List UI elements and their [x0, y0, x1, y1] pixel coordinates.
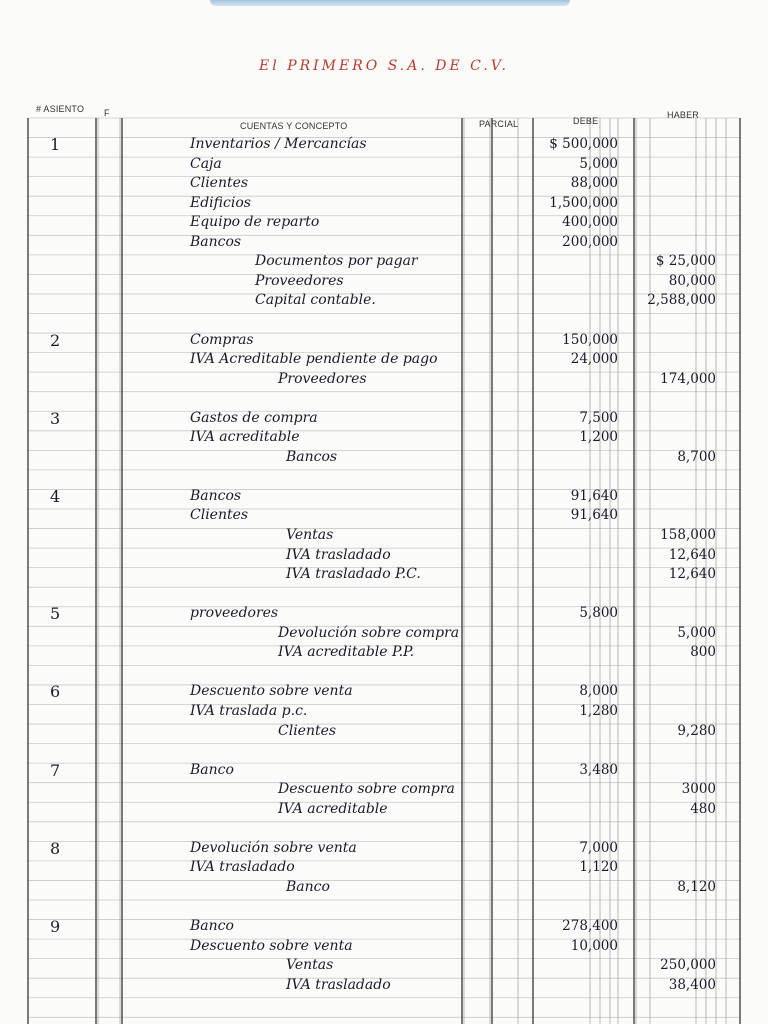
haber-amount: 174,000: [660, 370, 716, 387]
account-name: Bancos: [190, 487, 242, 504]
debe-amount: 1,500,000: [549, 194, 618, 211]
journal-line: [0, 819, 768, 839]
journal-line: [0, 526, 768, 546]
account-name: IVA trasladado P.C.: [286, 566, 421, 583]
debe-amount: 24,000: [570, 351, 618, 368]
account-name: IVA traslada p.c.: [190, 702, 308, 719]
account-name: Descuento sobre venta: [190, 683, 353, 700]
header-cuentas: CUENTAS Y CONCEPTO: [240, 121, 348, 131]
haber-amount: 800: [690, 644, 716, 661]
asiento-number: 9: [50, 917, 61, 936]
journal-line: [0, 702, 768, 722]
account-name: Devolución sobre compra: [278, 624, 460, 641]
debe-amount: 91,640: [570, 507, 618, 524]
debe-amount: 5,000: [579, 155, 618, 172]
account-name: Edificios: [190, 194, 251, 211]
journal-line: [0, 937, 768, 957]
account-name: IVA trasladado: [190, 859, 295, 876]
haber-amount: 158,000: [660, 527, 716, 543]
haber-amount: 5,000: [677, 624, 716, 641]
account-name: Proveedores: [278, 370, 367, 387]
debe-amount: 3,480: [579, 761, 618, 778]
account-name: Compras: [190, 331, 254, 348]
debe-amount: 150,000: [562, 331, 618, 348]
debe-amount: 7,000: [579, 839, 618, 856]
haber-amount: 8,120: [677, 878, 716, 895]
haber-amount: 80,000: [668, 272, 716, 289]
debe-amount: 200,000: [562, 233, 618, 250]
account-name: Devolución sobre venta: [190, 839, 357, 856]
account-name: IVA trasladado: [286, 976, 391, 993]
account-name: IVA Acreditable pendiente de pago: [190, 351, 438, 368]
account-name: Capital contable.: [255, 292, 376, 309]
account-name: IVA trasladado: [286, 546, 391, 563]
account-name: Documentos por pagar: [255, 253, 418, 270]
account-name: IVA acreditable: [190, 429, 300, 446]
journal-line: [0, 878, 768, 898]
debe-amount: 400,000: [562, 214, 618, 231]
debe-amount: 8,000: [579, 683, 618, 700]
journal-line: [0, 741, 768, 761]
journal-line: [0, 213, 768, 233]
header-parcial: PARCIAL: [479, 119, 519, 129]
account-name: Gastos de compra: [190, 409, 318, 426]
header-asiento: # ASIENTO: [36, 104, 85, 114]
debe-amount: 10,000: [570, 937, 618, 954]
debe-amount: $ 500,000: [549, 136, 618, 152]
journal-line: [0, 565, 768, 585]
account-name: proveedores: [190, 605, 279, 622]
journal-line: [0, 409, 768, 429]
account-name: Ventas: [286, 527, 334, 543]
asiento-number: 5: [50, 604, 61, 624]
journal-line: [0, 135, 768, 155]
account-name: IVA acreditable P.P.: [278, 644, 415, 661]
journal-line: [0, 643, 768, 663]
asiento-number: 3: [50, 408, 61, 428]
asiento-number: 4: [50, 486, 61, 506]
journal-line: [0, 194, 768, 214]
journal-line: [0, 331, 768, 351]
journal-line: [0, 252, 768, 272]
haber-amount: 2,588,000: [647, 292, 716, 309]
header-haber: HABER: [667, 110, 700, 120]
asiento-number: 7: [50, 760, 61, 780]
journal-line: [0, 350, 768, 370]
debe-amount: 1,280: [579, 702, 618, 719]
journal-line: [0, 272, 768, 292]
header-f: F: [104, 108, 110, 118]
journal-line: [0, 233, 768, 253]
debe-amount: 1,120: [579, 859, 618, 876]
debe-amount: 91,640: [570, 487, 618, 504]
debe-amount: 278,400: [562, 918, 618, 934]
journal-line: [0, 370, 768, 390]
account-name: Bancos: [190, 233, 242, 250]
header-debe: DEBE: [573, 116, 599, 126]
debe-amount: 88,000: [570, 175, 618, 192]
journal-line: [0, 839, 768, 859]
asiento-number: 8: [50, 838, 61, 858]
journal-line: [0, 761, 768, 781]
debe-amount: 1,200: [579, 429, 618, 446]
haber-amount: 9,280: [677, 722, 716, 739]
journal-line: [0, 428, 768, 448]
debe-amount: 5,800: [579, 605, 618, 622]
haber-amount: 3000: [681, 781, 716, 798]
journal-line: [0, 722, 768, 742]
journal-line: [0, 487, 768, 507]
journal-line: [0, 155, 768, 175]
account-name: Proveedores: [255, 272, 344, 289]
journal-line: [0, 956, 768, 976]
account-name: Banco: [286, 878, 330, 895]
company-title: El PRIMERO S.A. DE C.V.: [259, 58, 509, 74]
asiento-number: 1: [50, 135, 61, 154]
haber-amount: 12,640: [668, 546, 716, 563]
asiento-number: 2: [50, 330, 61, 350]
account-name: Inventarios / Mercancías: [190, 136, 367, 152]
haber-amount: 8,700: [677, 448, 716, 465]
account-name: Equipo de reparto: [190, 214, 320, 231]
haber-amount: 38,400: [668, 976, 716, 993]
haber-amount: 12,640: [668, 566, 716, 583]
account-name: Caja: [190, 155, 222, 172]
journal-line: [0, 780, 768, 800]
journal-line: [0, 546, 768, 566]
account-name: Clientes: [190, 175, 249, 192]
journal-line: [0, 917, 768, 937]
account-name: Bancos: [286, 448, 338, 465]
journal-line: [0, 976, 768, 996]
account-name: IVA acreditable: [278, 800, 388, 817]
journal-line: [0, 174, 768, 194]
journal-line: [0, 506, 768, 526]
haber-amount: 250,000: [660, 957, 716, 974]
account-name: Clientes: [190, 507, 249, 524]
account-name: Clientes: [278, 722, 337, 739]
journal-line: [0, 291, 768, 311]
journal-line: [0, 624, 768, 644]
account-name: Descuento sobre compra: [278, 781, 455, 798]
account-name: Descuento sobre venta: [190, 937, 353, 954]
account-name: Banco: [190, 918, 234, 934]
journal-line: [0, 897, 768, 917]
asiento-number: 6: [50, 682, 61, 702]
account-name: Banco: [190, 761, 234, 778]
haber-amount: $ 25,000: [655, 253, 716, 270]
journal-line: [0, 663, 768, 683]
journal-line: [0, 585, 768, 605]
haber-amount: 480: [690, 800, 716, 817]
journal-line: [0, 682, 768, 702]
debe-amount: 7,500: [579, 409, 618, 426]
journal-line: [0, 467, 768, 487]
journal-line: [0, 604, 768, 624]
journal-line: [0, 800, 768, 820]
journal-line: [0, 448, 768, 468]
journal-line: [0, 858, 768, 878]
account-name: Ventas: [286, 957, 334, 974]
journal-line: [0, 389, 768, 409]
journal-line: [0, 311, 768, 331]
